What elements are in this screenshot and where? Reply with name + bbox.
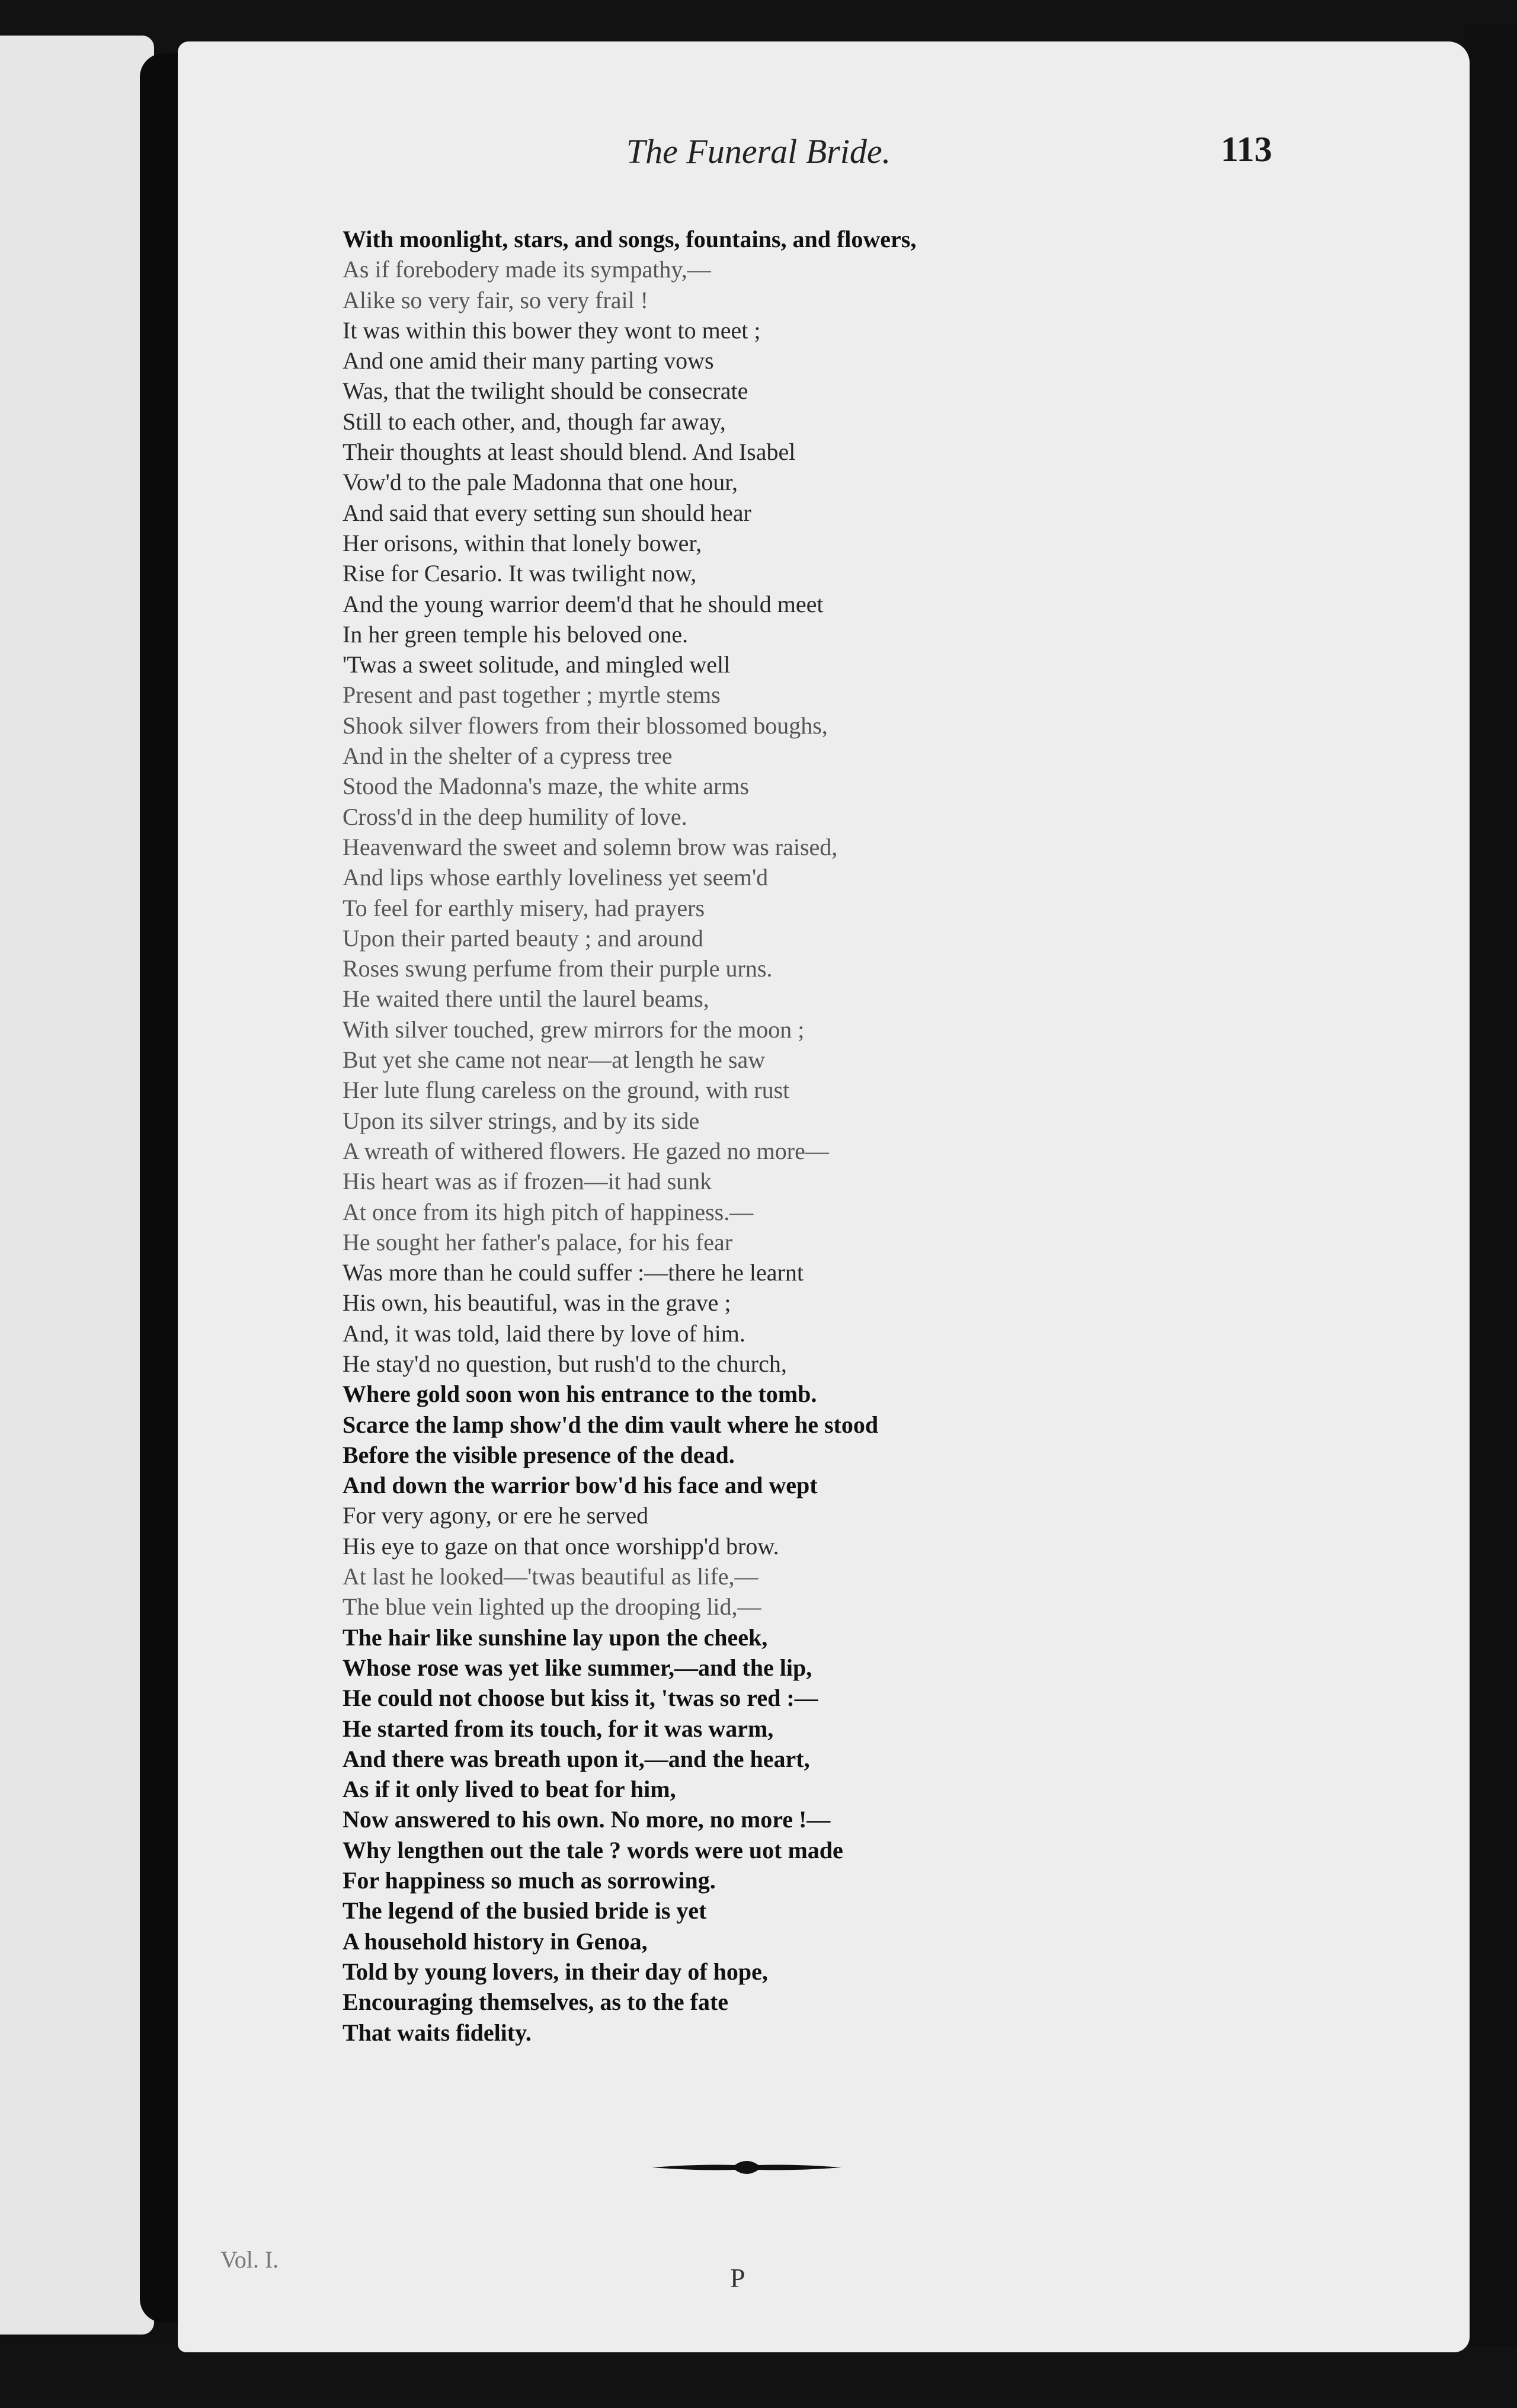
- poem-line: And there was breath upon it,—and the heart,: [343, 1745, 810, 1772]
- poem-line: He sought her father's palace, for his fear: [343, 1228, 733, 1256]
- poem-line: Why lengthen out the tale ? words were uot made: [343, 1836, 843, 1863]
- poem-line: And the young warrior deem'd that he should meet: [343, 590, 824, 617]
- facing-page-edge: [0, 36, 154, 2335]
- poem-line: In her green temple his beloved one.: [343, 620, 689, 648]
- poem-line: Rise for Cesario. It was twilight now,: [343, 560, 697, 587]
- ornament-divider: [652, 2156, 841, 2179]
- poem-line: Was, that the twilight should be consecrate: [343, 377, 748, 405]
- poem-line: Still to each other, and, though far away,: [343, 408, 726, 435]
- volume-mark: Vol. I.: [220, 2246, 279, 2273]
- poem-line: And said that every setting sun should hear: [343, 499, 751, 526]
- poem-line: Alike so very fair, so very frail !: [343, 286, 648, 313]
- poem-line: Shook silver flowers from their blossomed boughs,: [343, 712, 828, 739]
- poem-line: His heart was as if frozen—it had sunk: [343, 1168, 712, 1195]
- poem-line: He could not choose but kiss it, 'twas so red :—: [343, 1685, 818, 1712]
- scan-border-bottom: [0, 2346, 1517, 2408]
- poem-line: At once from its high pitch of happiness.—: [343, 1198, 754, 1225]
- poem-line: He waited there until the laurel beams,: [343, 985, 709, 1013]
- poem-line: Encouraging themselves, as to the fate: [343, 1988, 729, 2016]
- poem-line: That waits fidelity.: [343, 2019, 532, 2046]
- poem-text: [343, 224, 916, 2048]
- poem-line: He stay'd no question, but rush'd to the church,: [343, 1350, 787, 1377]
- poem-line: He started from its touch, for it was warm,: [343, 1715, 774, 1742]
- poem-line: With silver touched, grew mirrors for the moon ;: [343, 1016, 805, 1043]
- poem-line: Vow'd to the pale Madonna that one hour,: [343, 469, 738, 496]
- poem-line: Their thoughts at least should blend. And Isabel: [343, 438, 796, 466]
- poem-line: Roses swung perfume from their purple urns.: [343, 955, 773, 982]
- poem-line: And in the shelter of a cypress tree: [343, 742, 673, 770]
- poem-line: A wreath of withered flowers. He gazed no more—: [343, 1137, 829, 1164]
- poem-line: Where gold soon won his entrance to the tomb.: [343, 1381, 817, 1408]
- poem-line: Her orisons, within that lonely bower,: [343, 529, 702, 556]
- poem-line: As if it only lived to beat for him,: [343, 1776, 676, 1803]
- poem-line: At last he looked—'twas beautiful as life,—: [343, 1563, 758, 1590]
- poem-line: The blue vein lighted up the drooping lid,—: [343, 1593, 761, 1621]
- poem-line: Now answered to his own. No more, no more !—: [343, 1806, 831, 1833]
- poem-line: And one amid their many parting vows: [343, 347, 714, 374]
- poem-line: And, it was told, laid there by love of him.: [343, 1320, 745, 1347]
- poem-line: For happiness so much as sorrowing.: [343, 1867, 716, 1894]
- running-title: The Funeral Bride.: [626, 132, 891, 171]
- poem-line: And lips whose earthly loveliness yet seem'd: [343, 864, 769, 891]
- poem-line: Before the visible presence of the dead.: [343, 1441, 735, 1468]
- poem-line: To feel for earthly misery, had prayers: [343, 894, 705, 921]
- page-number: 113: [1221, 130, 1272, 169]
- poem-line: Upon their parted beauty ; and around: [343, 924, 703, 952]
- poem-line: Stood the Madonna's maze, the white arms: [343, 773, 749, 800]
- poem-line: Heavenward the sweet and solemn brow was raised,: [343, 833, 838, 860]
- poem-line: But yet she came not near—at length he saw: [343, 1046, 766, 1074]
- poem-line: And down the warrior bow'd his face and wept: [343, 1472, 818, 1499]
- poem-line: As if forebodery made its sympathy,—: [343, 256, 711, 283]
- poem-line: Her lute flung careless on the ground, with rust: [343, 1077, 790, 1104]
- poem-line: The legend of the busied bride is yet: [343, 1897, 707, 1925]
- poem-line: His own, his beautiful, was in the grave ;: [343, 1289, 731, 1317]
- scan-border-right: [1464, 24, 1517, 2408]
- poem-line: A household history in Genoa,: [343, 1927, 648, 1955]
- poem-line: Upon its silver strings, and by its side: [343, 1107, 700, 1134]
- poem-line: With moonlight, stars, and songs, fountains, and flowers,: [343, 226, 917, 252]
- poem-line: For very agony, or ere he served: [343, 1502, 649, 1529]
- poem-line: His eye to gaze on that once worshipp'd brow.: [343, 1532, 779, 1560]
- poem-line: Told by young lovers, in their day of hope,: [343, 1958, 768, 1985]
- poem-line: Present and past together ; myrtle stems: [343, 681, 721, 709]
- poem-line: It was within this bower they wont to meet ;: [343, 316, 761, 344]
- signature-mark: P: [730, 2263, 745, 2293]
- poem-line: The hair like sunshine lay upon the cheek,: [343, 1624, 768, 1651]
- poem-line: Cross'd in the deep humility of love.: [343, 803, 687, 830]
- poem-line: Whose rose was yet like summer,—and the lip,: [343, 1654, 812, 1681]
- poem-line: Was more than he could suffer :—there he learnt: [343, 1259, 804, 1286]
- poem-line: Scarce the lamp show'd the dim vault where he stood: [343, 1411, 879, 1438]
- poem-line: 'Twas a sweet solitude, and mingled well: [343, 651, 731, 678]
